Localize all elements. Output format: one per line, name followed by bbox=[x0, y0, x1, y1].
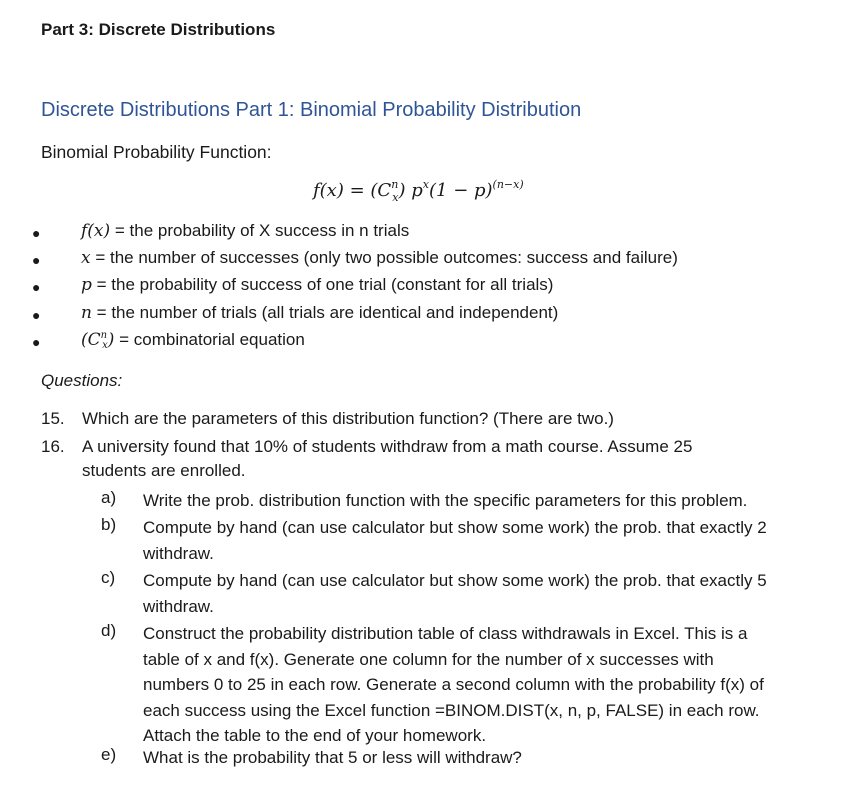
subpart-text bbox=[143, 745, 522, 771]
definition-item bbox=[32, 303, 852, 329]
bullet-icon: ● bbox=[32, 307, 41, 323]
subpart-text bbox=[143, 621, 764, 749]
subpart-label: a) bbox=[101, 488, 117, 507]
definition-symbol: n bbox=[81, 303, 92, 323]
definition-symbol: $(C^n_x)$ bbox=[81, 330, 115, 351]
subpart-line: numbers 0 to 25 in each row. Generate a second column with the probability f(x) of bbox=[143, 675, 764, 694]
question-text: students are enrolled. bbox=[82, 461, 246, 480]
question-text: A university found that 10% of students withdraw from a math course. Assume 25 bbox=[82, 437, 693, 456]
subpart-label: c) bbox=[101, 568, 116, 587]
definition-desc: = the probability of X success in n trials bbox=[110, 221, 410, 240]
subpart-line: Compute by hand (can use calculator but show some work) the prob. that exactly 5 bbox=[143, 571, 767, 590]
definition-text bbox=[81, 303, 558, 323]
formula-lhs: f(x) = (C bbox=[313, 180, 392, 201]
definition-text bbox=[81, 275, 553, 295]
formula-comb-sup: n bbox=[391, 178, 399, 191]
subpart-line: each success using the Excel function =BINOM.DIST(x, n, p, FALSE) in each row. bbox=[143, 700, 760, 720]
definition-desc: = the probability of success of one trial (constant for all trials) bbox=[91, 275, 554, 294]
subpart-label: b) bbox=[101, 515, 117, 534]
subpart-line: table of x and f(x). Generate one column for the number of x successes with bbox=[143, 649, 714, 669]
definition-item bbox=[32, 248, 852, 274]
definition-item bbox=[32, 275, 852, 301]
bullet-icon: ● bbox=[32, 225, 41, 241]
question-text: Which are the parameters of this distribution function? (There are two.) bbox=[82, 409, 614, 428]
definition-desc: = the number of trials (all trials are identical and independent) bbox=[91, 303, 559, 322]
subpart-line: What is the probability that 5 or less will withdraw? bbox=[143, 748, 522, 767]
bullet-icon: ● bbox=[32, 252, 41, 268]
definition-desc: = the number of successes (only two possible outcomes: success and failure) bbox=[90, 248, 678, 267]
binomial-formula bbox=[313, 178, 524, 204]
subpart-line: withdraw. bbox=[143, 543, 214, 563]
bullet-icon: ● bbox=[32, 334, 41, 350]
definition-symbol: f(x) bbox=[81, 221, 111, 241]
definition-text bbox=[81, 248, 678, 268]
subpart-line: withdraw. bbox=[143, 596, 214, 616]
definition-symbol: x bbox=[81, 248, 91, 268]
formula-tail-sup: (n−x) bbox=[492, 178, 524, 191]
definition-item bbox=[32, 221, 852, 247]
formula-tail: (1 − p) bbox=[429, 180, 493, 201]
question-number: 16. bbox=[41, 437, 65, 456]
section-heading: Discrete Distributions Part 1: Binomial Probability Distribution bbox=[41, 99, 582, 121]
subpart-label: e) bbox=[101, 745, 117, 764]
function-label: Binomial Probability Function: bbox=[41, 142, 272, 162]
part-title: Part 3: Discrete Distributions bbox=[41, 20, 276, 39]
definition-symbol: p bbox=[81, 275, 92, 295]
subpart-text bbox=[143, 515, 767, 566]
subpart-text bbox=[143, 568, 767, 619]
definition-text bbox=[81, 330, 305, 351]
question-number: 15. bbox=[41, 409, 65, 428]
subpart-line: Construct the probability distribution table of class withdrawals in Excel. This is a bbox=[143, 624, 748, 643]
subpart-line: Compute by hand (can use calculator but show some work) the prob. that exactly 2 bbox=[143, 518, 767, 537]
definition-text bbox=[81, 221, 409, 241]
formula-p-sup: x bbox=[422, 178, 429, 191]
bullet-icon: ● bbox=[32, 279, 41, 295]
subpart-text bbox=[143, 488, 747, 514]
definition-desc: = combinatorial equation bbox=[114, 330, 305, 349]
questions-label: Questions: bbox=[41, 371, 123, 390]
formula-comb-sub: x bbox=[392, 190, 399, 204]
definition-item bbox=[32, 330, 852, 356]
subpart-line: Attach the table to the end of your homework. bbox=[143, 726, 487, 745]
formula-middle: ) p bbox=[398, 180, 423, 201]
subpart-line: Write the prob. distribution function with the specific parameters for this problem. bbox=[143, 491, 748, 510]
subpart-label: d) bbox=[101, 621, 117, 640]
